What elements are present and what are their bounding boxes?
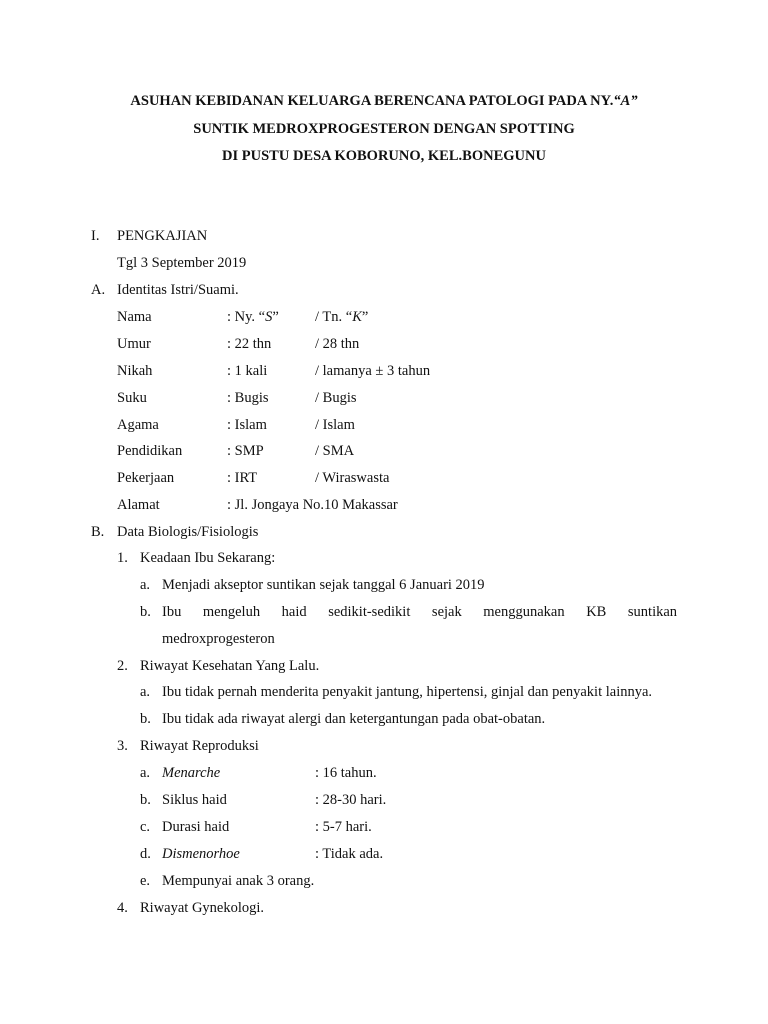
item-1a-text: Menjadi akseptor suntikan sejak tanggal 6 Januari 2019	[162, 577, 485, 593]
item-1b-text: Ibu mengeluh haid sedikit-sedikit sejak menggunakan KB suntikan	[162, 604, 678, 620]
item-3-number: 3.	[117, 738, 128, 754]
item-3d-label: Dismenorhoe	[162, 846, 240, 862]
item-1a-letter: a.	[140, 577, 151, 593]
identity-husband-suku: / Bugis	[315, 390, 357, 406]
section-a-letter: A.	[91, 282, 106, 298]
item-4-heading: Riwayat Gynekologi.	[140, 900, 265, 916]
identity-label-nama: Nama	[117, 309, 152, 325]
identity-husband-pendidikan: / SMA	[315, 443, 355, 459]
identity-husband-umur: / 28 thn	[315, 336, 360, 352]
identity-husband-agama: / Islam	[315, 417, 355, 433]
item-2a-text: Ibu tidak pernah menderita penyakit jantung, hipertensi, ginjal dan penyakit lainnya.	[162, 684, 653, 700]
item-3e-text: Mempunyai anak 3 orang.	[162, 873, 315, 889]
identity-wife-agama: : Islam	[227, 417, 267, 433]
section-b-letter: B.	[91, 524, 105, 540]
item-3b-label: Siklus haid	[162, 792, 227, 808]
section-1-number: I.	[91, 228, 100, 244]
identity-husband-nikah: / lamanya ± 3 tahun	[315, 363, 431, 379]
item-3d-letter: d.	[140, 846, 151, 862]
item-3d-value: : Tidak ada.	[315, 846, 384, 862]
identity-label-agama: Agama	[117, 417, 159, 433]
identity-wife-pekerjaan: : IRT	[227, 470, 258, 486]
item-1-heading: Keadaan Ibu Sekarang:	[140, 550, 276, 566]
section-1-heading: PENGKAJIAN	[117, 228, 208, 244]
item-3a-letter: a.	[140, 765, 151, 781]
title-line-2: SUNTIK MEDROXPROGESTERON DENGAN SPOTTING	[193, 121, 575, 137]
item-1b-letter: b.	[140, 604, 151, 620]
item-1b-continuation: medroxprogesteron	[162, 631, 275, 647]
identity-wife-nama: : Ny. “S”	[227, 309, 279, 325]
husband-initial: K	[352, 309, 362, 325]
section-a-heading: Identitas Istri/Suami.	[117, 282, 239, 298]
item-2b-letter: b.	[140, 711, 151, 727]
item-2-number: 2.	[117, 658, 128, 674]
identity-husband-nama: / Tn. “K”	[315, 309, 369, 325]
identity-wife-nikah: : 1 kali	[227, 363, 268, 379]
title-line-1-text: ASUHAN KEBIDANAN KELUARGA BERENCANA PATOLOGI PADA NY.	[130, 93, 614, 109]
title-patient-name: “A”	[613, 93, 638, 109]
identity-label-nikah: Nikah	[117, 363, 153, 379]
identity-label-pekerjaan: Pekerjaan	[117, 470, 175, 486]
item-3b-value: : 28-30 hari.	[315, 792, 387, 808]
section-b-heading: Data Biologis/Fisiologis	[117, 524, 259, 540]
item-3c-value: : 5-7 hari.	[315, 819, 372, 835]
item-3a-label: Menarche	[162, 765, 221, 781]
identity-label-umur: Umur	[117, 336, 151, 352]
item-3b-letter: b.	[140, 792, 151, 808]
identity-wife-umur: : 22 thn	[227, 336, 272, 352]
item-3e-letter: e.	[140, 873, 151, 889]
identity-wife-pendidikan: : SMP	[227, 443, 264, 459]
item-3c-letter: c.	[140, 819, 151, 835]
identity-wife-suku: : Bugis	[227, 390, 269, 406]
identity-label-alamat: Alamat	[117, 497, 160, 513]
item-3c-label: Durasi haid	[162, 819, 230, 835]
title-line-3: DI PUSTU DESA KOBORUNO, KEL.BONEGUNU	[222, 148, 546, 164]
identity-wife-alamat: : Jl. Jongaya No.10 Makassar	[227, 497, 398, 513]
item-1-number: 1.	[117, 550, 128, 566]
item-2b-text: Ibu tidak ada riwayat alergi dan ketergantungan pada obat-obatan.	[162, 711, 546, 727]
wife-initial: S	[265, 309, 273, 325]
item-4-number: 4.	[117, 900, 128, 916]
item-2a-letter: a.	[140, 684, 151, 700]
identity-husband-pekerjaan: / Wiraswasta	[315, 470, 390, 486]
identity-label-suku: Suku	[117, 390, 147, 406]
item-3-heading: Riwayat Reproduksi	[140, 738, 259, 754]
assessment-date: Tgl 3 September 2019	[117, 255, 247, 271]
item-3a-value: : 16 tahun.	[315, 765, 377, 781]
title-line-1	[0, 92, 768, 110]
item-2-heading: Riwayat Kesehatan Yang Lalu.	[140, 658, 320, 674]
identity-label-pendidikan: Pendidikan	[117, 443, 183, 459]
